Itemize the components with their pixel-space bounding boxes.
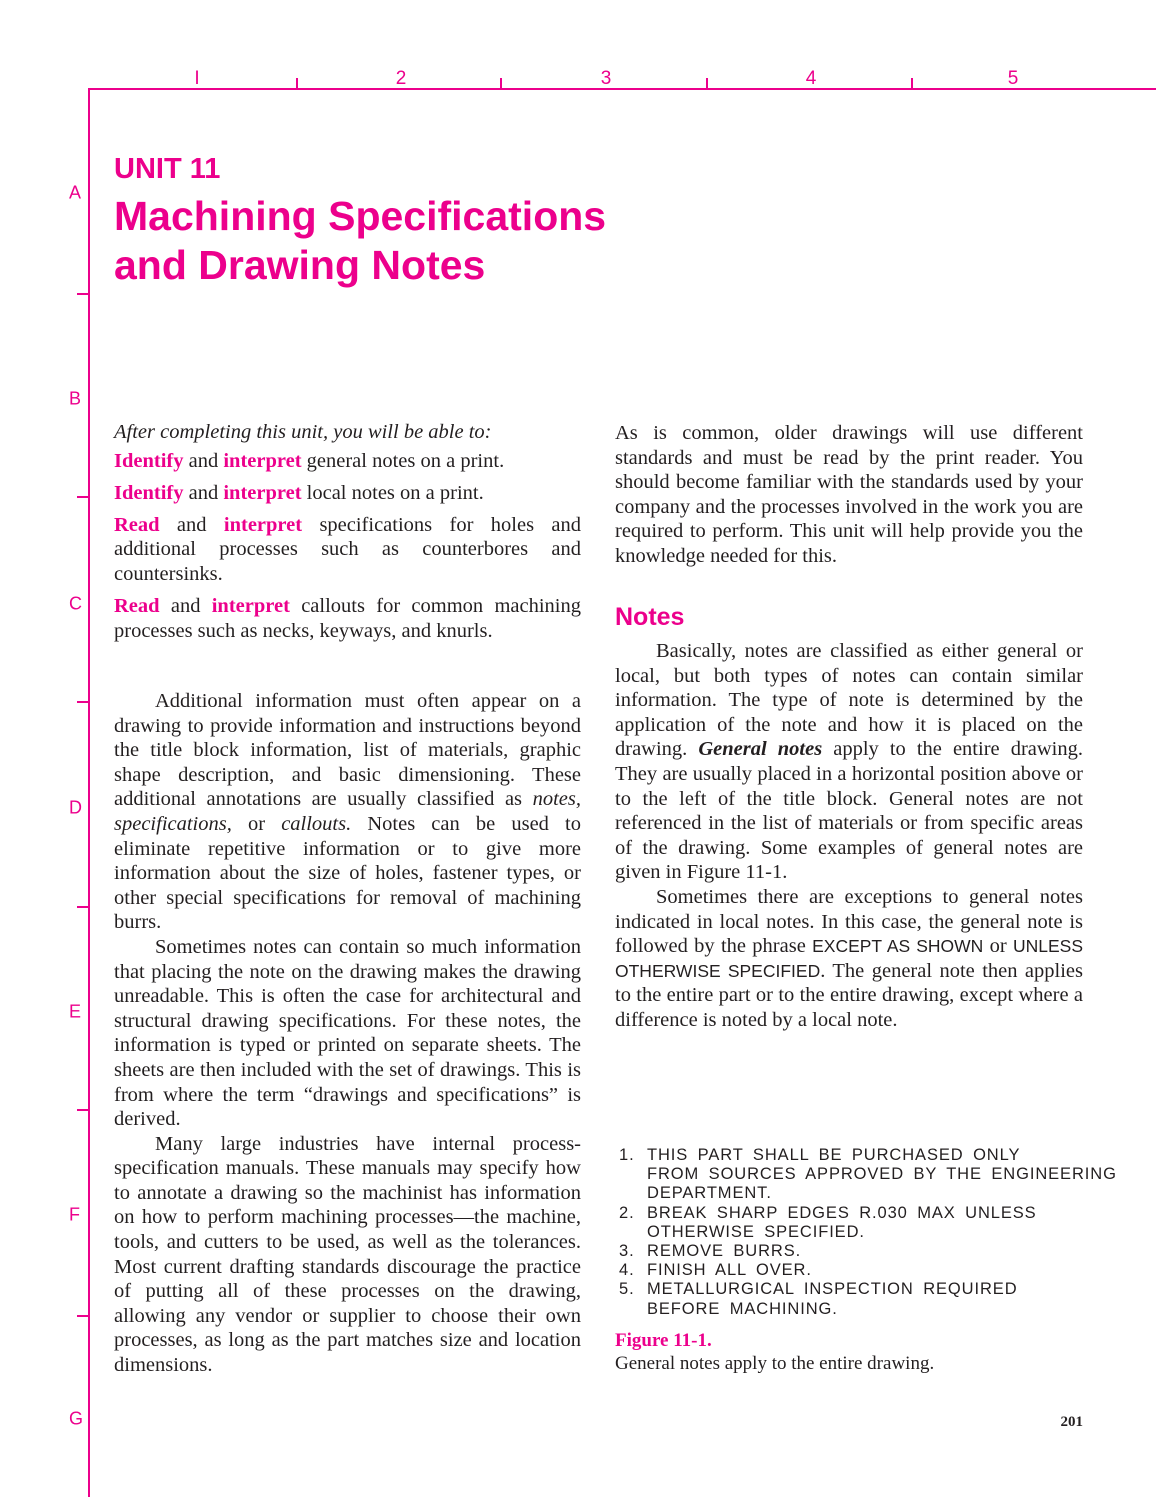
text-run: Notes can be used to eliminate repetitive information or to give more information about the size of holes, fastener types, or other special specifications for removal of machining burrs. [114, 812, 581, 934]
text-run: apply to the entire drawing. They are usually placed in a horizontal position above or to the left of the title block. General notes are not referenced in the list of materials or from specific areas of the drawing. Some examples of general notes are given in Figure 11-1. [615, 738, 1083, 884]
figure-note-number [619, 1223, 647, 1242]
figure-note-text: DEPARTMENT. [647, 1184, 772, 1203]
paragraph [114, 1132, 581, 1378]
text-run: or [983, 935, 1013, 958]
emphasis-verb: interpret [211, 595, 290, 618]
figure-note-number: 4. [619, 1261, 635, 1280]
objective-item [114, 513, 581, 587]
text-run: Basically, notes are classified as either general or local, but both types of notes can contain similar information. The type of note is determined by the application of the note and how it is placed on the drawing. [615, 640, 1083, 761]
zone-tick [77, 293, 89, 295]
paragraph [615, 421, 1083, 569]
objectives-list [114, 449, 581, 644]
figure-note-line [619, 1146, 1117, 1165]
objectives [114, 420, 581, 651]
paragraph [615, 885, 1083, 1033]
emphasis-verb: Identify [114, 481, 184, 504]
paragraph [114, 935, 581, 1132]
figure-caption-text: General notes apply to the entire drawing. [615, 1353, 935, 1374]
figure-note-line [619, 1204, 1117, 1223]
text-run: . The general note then applies to the entire part or to the entire drawing, except where a difference is noted by a local note. [615, 959, 1083, 1031]
text-run: and [183, 481, 224, 504]
section-heading-notes: Notes [615, 603, 685, 631]
figure-note-number: 5. [619, 1280, 635, 1299]
figure-note-line [619, 1261, 1117, 1280]
text-run: callouts for common machining processes such as necks, keyways, and knurls. [114, 595, 581, 642]
title-line: Machining Specifications [114, 193, 607, 239]
emphasis-verb: Read [114, 595, 160, 618]
objective-item [114, 594, 581, 643]
zone-letter: E [69, 1001, 82, 1022]
figure-note-number: 2. [619, 1203, 635, 1222]
objective-item [114, 449, 581, 474]
figure-note-line [619, 1280, 1117, 1299]
figure-note-text: BREAK SHARP EDGES R.030 MAX UNLESS [647, 1203, 1037, 1222]
zone-tick [911, 78, 913, 89]
text-run: and [183, 449, 224, 472]
right-intro-text [615, 421, 1083, 569]
zone-tick [77, 1315, 89, 1317]
figure-note-text: OTHERWISE SPECIFIED. [647, 1222, 865, 1241]
page-number: 201 [1060, 1414, 1083, 1430]
figure-note-number [619, 1300, 647, 1319]
paragraph [114, 689, 581, 935]
emphasis-verb: Read [114, 513, 160, 536]
text-run: Sometimes notes can contain so much information that placing the note on the drawing makes the drawing unreadable. This is often the case for architectural and structural drawing specifications. For these notes, the information is typed or printed on separate sheets. The sheets are then included with the set of drawings. This is from where the term “drawings and specifications” is derived. [114, 935, 581, 1131]
frame-border-top [89, 88, 1156, 90]
left-body-text [114, 689, 581, 1378]
figure-note-line [619, 1184, 1117, 1203]
zone-letter: B [69, 388, 82, 409]
figure-note-text: THIS PART SHALL BE PURCHASED ONLY [647, 1146, 1021, 1164]
unit-label: UNIT 11 [114, 153, 221, 185]
text-run: specifications for holes and additional processes such as counterbores and countersinks. [114, 513, 581, 585]
zone-letter: A [69, 182, 82, 203]
text-run: general notes on a print. [301, 449, 505, 472]
title-line: and Drawing Notes [114, 242, 486, 288]
figure-note-line [619, 1242, 1117, 1261]
figure-general-notes [619, 1146, 1117, 1319]
text-run: EXCEPT AS SHOWN [812, 936, 984, 957]
page-title [114, 192, 606, 290]
zone-letter: D [69, 797, 82, 818]
text-run: UNLESS OTHERWISE SPECIFIED [615, 936, 1084, 981]
zone-tick [77, 496, 89, 498]
zone-number: 4 [805, 68, 817, 89]
emphasis-verb: interpret [223, 513, 303, 536]
paragraph [615, 639, 1083, 885]
emphasis-verb: Identify [114, 449, 184, 472]
emphasis-verb: interpret [223, 449, 302, 472]
figure-note-text: FROM SOURCES APPROVED BY THE ENGINEERING [647, 1165, 1117, 1184]
zone-number: 3 [600, 68, 612, 89]
zone-tick [77, 906, 89, 908]
figure-note-number [619, 1165, 647, 1184]
figure-note-number [619, 1184, 647, 1203]
figure-note-text: REMOVE BURRS. [647, 1242, 802, 1261]
text-run: callouts. [281, 812, 352, 835]
zone-number: 2 [395, 68, 407, 89]
text-run: Additional information must often appear on a drawing to provide information and instructions beyond the title block information, list of materials, graphic shape description, and basic dimensioning. These additional annotations are usually classified as [114, 690, 581, 811]
text-run: and [159, 595, 212, 618]
zone-tick [77, 701, 89, 703]
figure-note-number: 3. [619, 1242, 635, 1261]
zone-tick [500, 78, 502, 89]
objective-item [114, 481, 581, 506]
text-run: Many large industries have internal process-specification manuals. These manuals may specify how to annotate a drawing so the machinist has information on how to perform machining processes—the machine, tools, and cutters to be used, as well as the tolerances. Most current drafting standards discourage the practice of putting all of these processes on the drawing, allowing any vendor or supplier to choose their own processes, as long as the part matches size and location dimensions. [114, 1132, 581, 1377]
text-run: notes, specifications, [114, 788, 581, 835]
emphasis-verb: interpret [223, 481, 302, 504]
zone-number: 5 [1007, 68, 1019, 89]
zone-tick [296, 78, 298, 89]
zone-letter: C [69, 593, 82, 614]
figure-note-line [619, 1165, 1117, 1184]
figure-note-line [619, 1223, 1117, 1242]
text-run: or [231, 812, 282, 835]
figure-note-line [619, 1300, 1117, 1319]
objectives-intro: After completing this unit, you will be able to: [114, 421, 492, 443]
figure-note-number: 1. [619, 1146, 635, 1164]
notes-body-text [615, 639, 1083, 1033]
zone-number: I [194, 68, 200, 89]
zone-tick [706, 78, 708, 89]
figure-note-text: FINISH ALL OVER. [647, 1261, 812, 1280]
figure-note-text: BEFORE MACHINING. [647, 1299, 838, 1318]
text-run: and [159, 513, 224, 536]
text-run: Sometimes there are exceptions to general notes indicated in local notes. In this case, the general note is followed by the phrase [615, 885, 1083, 958]
text-run: local notes on a print. [301, 481, 484, 504]
zone-letter: F [69, 1204, 80, 1225]
zone-tick [77, 1109, 89, 1111]
zone-letter: G [69, 1408, 84, 1429]
figure-caption-label: Figure 11-1. [615, 1330, 712, 1351]
frame-border-left [88, 88, 90, 1497]
figure-note-text: METALLURGICAL INSPECTION REQUIRED [647, 1280, 1018, 1299]
text-run: As is common, older drawings will use different standards and must be read by the print reader. You should become familiar with the standards used by your company and the processes involved in the work you are required to perform. This unit will help provide you the knowledge needed for this. [615, 422, 1083, 567]
term: General notes [698, 738, 823, 761]
